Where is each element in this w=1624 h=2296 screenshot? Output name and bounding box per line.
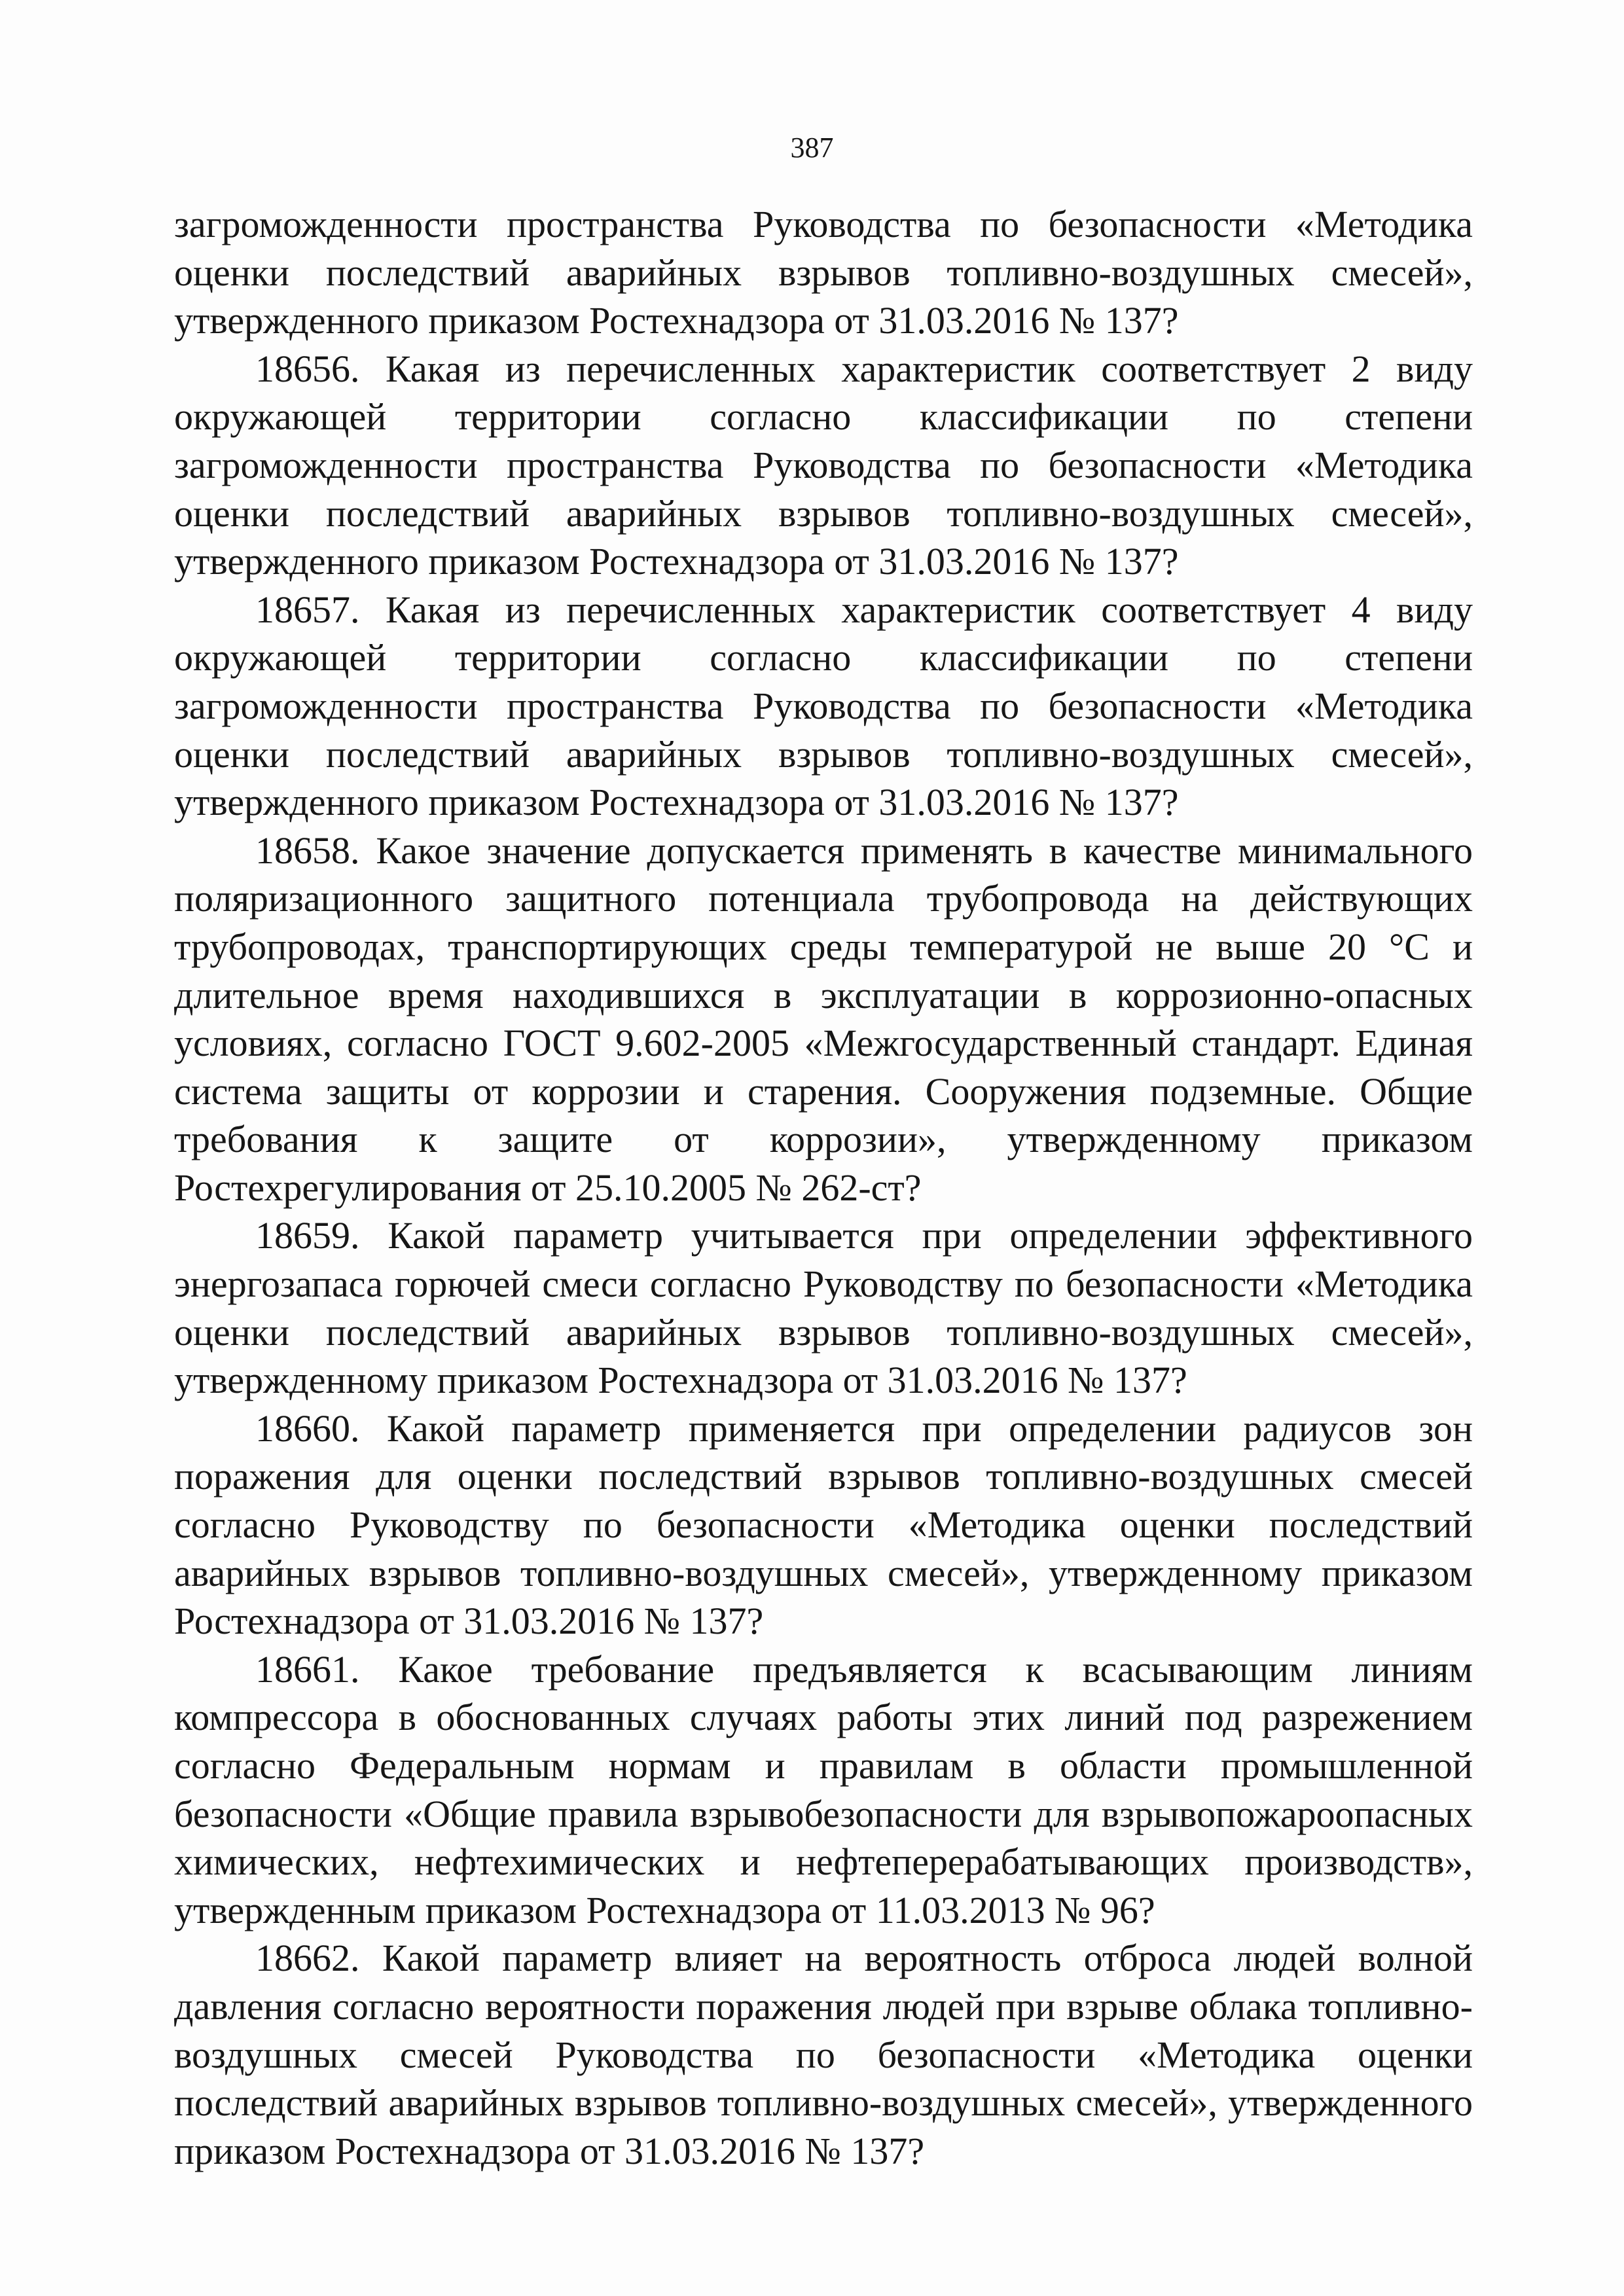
question-18656 (174, 345, 1473, 586)
question-number: 18657. (255, 588, 360, 631)
question-number: 18661. (255, 1647, 360, 1691)
question-number: 18656. (255, 347, 360, 390)
question-number: 18659. (255, 1214, 360, 1257)
question-number: 18660. (255, 1407, 360, 1450)
question-text: Какое требование предъявляется к всасывающим линиям компрессора в обоснованных случаях работы этих линий под разрежением согласно Федеральным нормам и правилам в области промышленной безопасности «Общие правила взрывобезопасности для взрывопожароопасных химических, нефтехимических и нефтеперерабатывающих производств», утвержденным приказом Ростехнадзора от 11.03.2013 № 96? (174, 1647, 1473, 1931)
question-text: Какой параметр учитывается при определении эффективного энергозапаса горючей смеси согласно Руководству по безопасности «Методика оценки последствий аварийных взрывов топливно-воздушных смесей», утвержденному приказом Ростехнадзора от 31.03.2016 № 137? (174, 1214, 1473, 1402)
document-body (174, 200, 1473, 2175)
question-18662 (174, 1934, 1473, 2175)
question-number: 18662. (255, 1937, 360, 1980)
question-text: Какое значение допускается применять в качестве минимального поляризационного защитного потенциала трубопровода на действующих трубопроводах, транспортирующих среды температурой не выше 20 °С и длительное время находившихся в эксплуатации в коррозионно-опасных условиях, согласно ГОСТ 9.602-2005 «Межгосударственный стандарт. Единая система защиты от коррозии и старения. Сооружения подземные. Общие требования к защите от коррозии», утвержденному приказом Ростехрегулирования от 25.10.2005 № 262-ст? (174, 829, 1473, 1209)
question-18658 (174, 827, 1473, 1212)
question-18660 (174, 1405, 1473, 1645)
question-text: Какой параметр влияет на вероятность отброса людей волной давления согласно вероятности поражения людей при взрыве облака топливно-воздушных смесей Руководства по безопасности «Методика оценки последствий аварийных взрывов топливно-воздушных смесей», утвержденного приказом Ростехнадзора от 31.03.2016 № 137? (174, 1937, 1473, 2172)
question-number: 18658. (255, 829, 360, 872)
question-18659 (174, 1211, 1473, 1404)
question-text: Какая из перечисленных характеристик соответствует 4 виду окружающей территории согласно классификации по степени загроможденности пространства Руководства по безопасности «Методика оценки последствий аварийных взрывов топливно-воздушных смесей», утвержденного приказом Ростехнадзора от 31.03.2016 № 137? (174, 588, 1473, 824)
paragraph-continuation (174, 200, 1473, 345)
question-text: загроможденности пространства Руководства по безопасности «Методика оценки последствий аварийных взрывов топливно-воздушных смесей», утвержденного приказом Ростехнадзора от 31.03.2016 № 137? (174, 203, 1473, 342)
question-18657 (174, 586, 1473, 827)
question-text: Какая из перечисленных характеристик соответствует 2 виду окружающей территории согласно классификации по степени загроможденности пространства Руководства по безопасности «Методика оценки последствий аварийных взрывов топливно-воздушных смесей», утвержденного приказом Ростехнадзора от 31.03.2016 № 137? (174, 347, 1473, 583)
page-number: 387 (790, 132, 834, 164)
question-18661 (174, 1645, 1473, 1935)
question-text: Какой параметр применяется при определении радиусов зон поражения для оценки последствий взрывов топливно-воздушных смесей согласно Руководству по безопасности «Методика оценки последствий аварийных взрывов топливно-воздушных смесей», утвержденному приказом Ростехнадзора от 31.03.2016 № 137? (174, 1407, 1473, 1643)
